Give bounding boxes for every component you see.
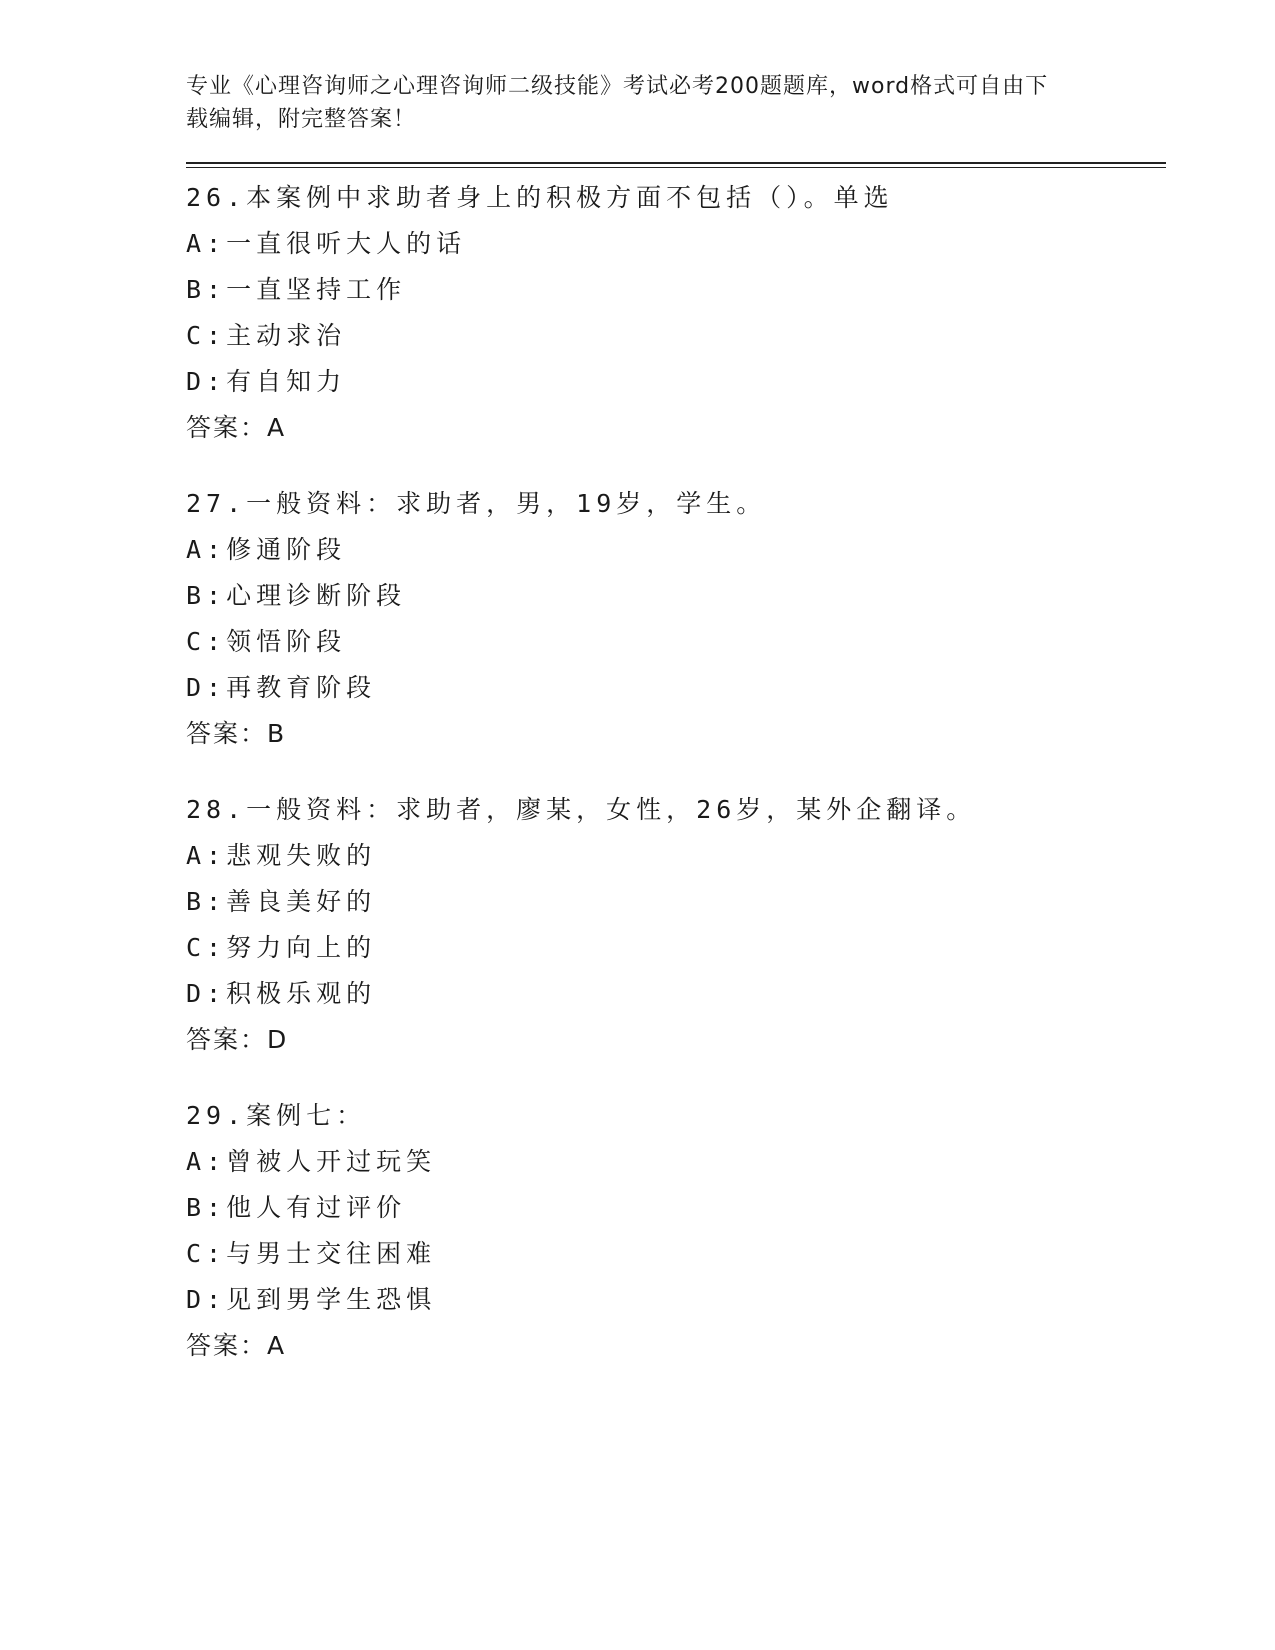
question-block [186, 787, 1166, 1063]
document-page [186, 70, 1166, 1399]
option-b: B:一直坚持工作 [186, 275, 407, 304]
option-b: B:善良美好的 [186, 887, 377, 916]
option-c: C:领悟阶段 [186, 627, 347, 656]
question-list [186, 175, 1166, 1369]
question-block [186, 175, 1166, 451]
option-c: C:努力向上的 [186, 933, 377, 962]
question-stem: 27.一般资料：求助者，男，19岁，学生。 [186, 489, 767, 518]
question-stem: 26.本案例中求助者身上的积极方面不包括（）。单选 [186, 183, 894, 212]
answer-line: 答案：B [186, 719, 287, 748]
question-block [186, 481, 1166, 757]
option-b: B:他人有过评价 [186, 1193, 407, 1222]
option-d: D:见到男学生恐惧 [186, 1285, 437, 1314]
answer-line: 答案：A [186, 1331, 287, 1360]
question-block [186, 1093, 1166, 1369]
option-a: A:曾被人开过玩笑 [186, 1147, 437, 1176]
question-stem: 28.一般资料：求助者，廖某，女性，26岁，某外企翻译。 [186, 795, 977, 824]
option-b: B:心理诊断阶段 [186, 581, 407, 610]
option-a: A:悲观失败的 [186, 841, 377, 870]
option-c: C:与男士交往困难 [186, 1239, 437, 1268]
question-stem: 29.案例七： [186, 1101, 367, 1130]
document-intro: 专业《心理咨询师之心理咨询师二级技能》考试必考200题题库，word格式可自由下载编辑，附完整答案！ [186, 74, 1049, 132]
option-d: D:积极乐观的 [186, 979, 377, 1008]
double-rule-divider [186, 162, 1166, 168]
option-a: A:一直很听大人的话 [186, 229, 467, 258]
answer-line: 答案：A [186, 413, 287, 442]
option-d: D:有自知力 [186, 367, 347, 396]
answer-line: 答案：D [186, 1025, 289, 1054]
option-c: C:主动求治 [186, 321, 347, 350]
option-d: D:再教育阶段 [186, 673, 377, 702]
option-a: A:修通阶段 [186, 535, 347, 564]
